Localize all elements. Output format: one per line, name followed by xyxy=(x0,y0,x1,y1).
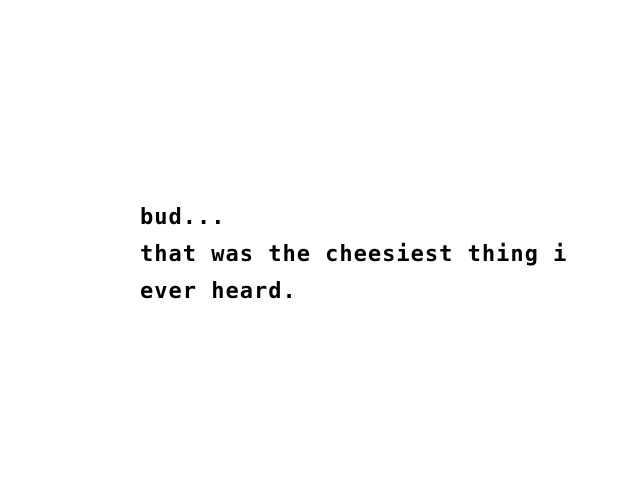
dialogue-line-1: bud... xyxy=(140,205,226,230)
dialogue-text xyxy=(140,199,610,310)
dialogue-line-3: ever heard. xyxy=(140,279,297,304)
dialogue-line-2: that was the cheesiest thing i xyxy=(140,242,568,267)
